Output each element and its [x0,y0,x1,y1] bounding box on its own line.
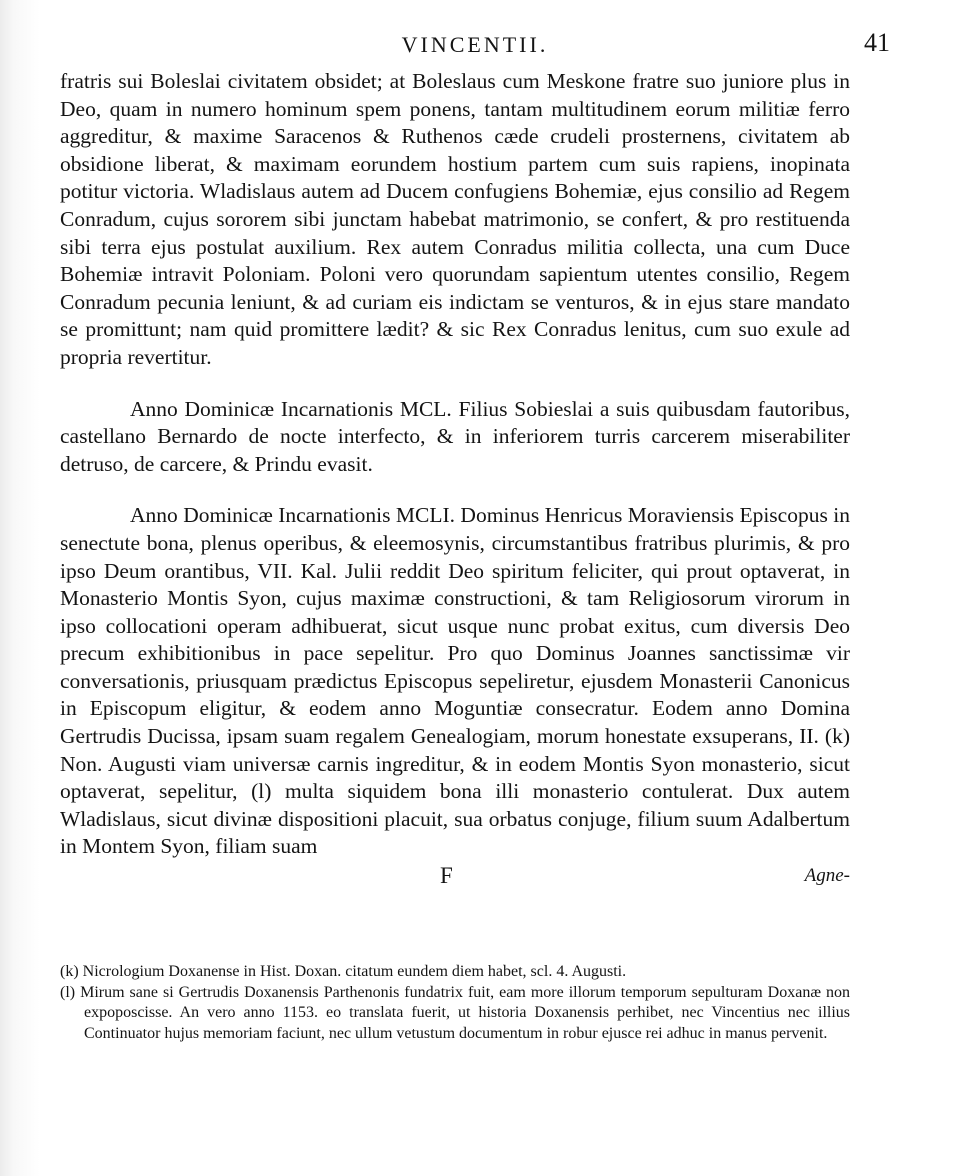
paragraph-mcli: Anno Dominicæ Incarnationis MCLI. Dominus Henricus Moraviensis Episcopus in senectute bona, plenus operibus, & eleemosynis, circumstantibus fratribus plurimis, & pro ipso Deum orantibus, VII. Kal. Julii reddit Deo spiritum feliciter, qui prout optaverat, in Monasterio Montis Syon, cujus maximæ constructioni, & tam Religiosorum virorum in ipso collocationi operam adhibuerat, sicut usque nunc probat exitus, cum diversis Deo precum exhibitionibus in pace sepelitur. Pro quo Dominus Joannes sanctissimæ vir conversationis, priusquam prædictus Episcopus sepeliretur, ejusdem Monasterii Canonicus in Episcopum eligitur, & eodem anno Moguntiæ consecratur. Eodem anno Domina Gertrudis Ducissa, ipsam suam regalem Genealogiam, morum honestate exsuperans, II. (k) Non. Augusti viam universæ carnis ingreditur, & in eodem Montis Syon monasterio, sicut optaverat, sepelitur, (l) multa siquidem bona illi monasterio contulerat. Dux autem Wladislaus, sicut divinæ dispositioni placuit, sua orbatus conjuge, filium suum Adalbertum in Montem Syon, filiam suam [60,503,850,859]
running-head: VINCENTII. [401,32,549,57]
footnote-k: (k) Nicrologium Doxanense in Hist. Doxan. citatum eundem diem habet, scl. 4. Augusti. [60,963,627,980]
catchword: Agne- [804,865,850,887]
footnotes [60,962,850,1044]
footnote-l: (l) Mirum sane si Gertrudis Doxanensis Parthenonis fundatrix fuit, eam more illorum temporum sepulturam Doxanæ non expoposcisse. An vero anno 1153. eo translata fuerit, ut historia Doxanensis perhibet, nec Vincentius nec illius Continuator hujus memoriam faciunt, nec ullum vetustum documentum in robur ejusce rei adhuc in manus pervenit. [60,983,850,1042]
page-header [60,28,890,64]
paragraph-continuation: fratris sui Boleslai civitatem obsidet; at Boleslaus cum Meskone fratre suo juniore plus in Deo, quam in numero hominum spem ponens, tantam multitudinem eorum militiæ ferro aggreditur, & maxime Saracenos & Ruthenos cæde crudeli prosternens, civitatem ab obsidione liberat, & maximam eorundem hostium partem cum suis rapiens, inopinata potitur victoria. Wladislaus autem ad Ducem confugiens Bohemiæ, ejus consilio ad Regem Conradum, cujus sororem sibi junctam habebat matrimonio, se confert, & pro restituenda sibi terra ejus postulat auxilium. Rex autem Conradus militia collecta, una cum Duce Bohemiæ intravit Poloniam. Poloni vero quorundam sapientum utentes consilio, Regem Conradum pecunia leniunt, & ad curiam eis indictam se venturos, & in ejus stare mandato se promittunt; nam quid promittere lædit? & sic Rex Conradus lenitus, cum suo exule ad propria revertitur. [60,69,850,369]
page-number: 41 [864,28,890,57]
catch-line [60,863,850,893]
main-text [60,68,850,893]
paragraph-mcl: Anno Dominicæ Incarnationis MCL. Filius Sobieslai a suis quibusdam fautoribus, castellano Bernardo de nocte interfecto, & in inferiorem turris carcerem miserabiliter detruso, de carcere, & Prindu evasit. [60,396,850,476]
signature-mark: F [440,863,453,889]
